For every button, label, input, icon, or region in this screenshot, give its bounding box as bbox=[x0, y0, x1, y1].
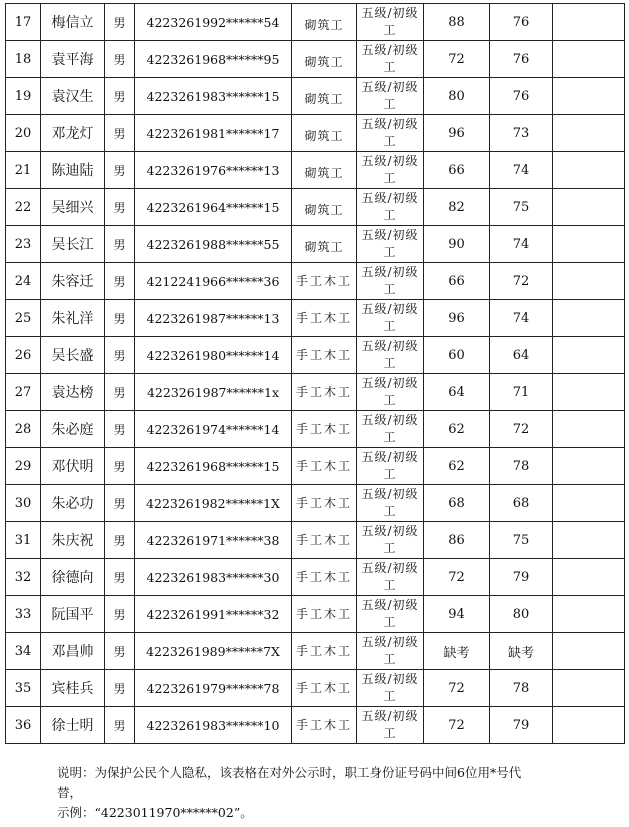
practical-score: 73 bbox=[490, 115, 553, 152]
table-row bbox=[6, 337, 625, 374]
practical-score: 75 bbox=[490, 522, 553, 559]
row-number: 28 bbox=[6, 411, 41, 448]
worker-level: 五级/初级工 bbox=[357, 633, 424, 670]
theory-score: 60 bbox=[424, 337, 490, 374]
worker-name: 邓昌帅 bbox=[41, 633, 105, 670]
worker-trade: 砌筑工 bbox=[292, 41, 357, 78]
worker-id-number: 4223261982******1X bbox=[135, 485, 292, 522]
table-row bbox=[6, 263, 625, 300]
theory-score: 90 bbox=[424, 226, 490, 263]
worker-level: 五级/初级工 bbox=[357, 670, 424, 707]
worker-trade: 手工木工 bbox=[292, 522, 357, 559]
theory-score: 72 bbox=[424, 707, 490, 744]
worker-level: 五级/初级工 bbox=[357, 300, 424, 337]
worker-sex: 男 bbox=[105, 41, 135, 78]
remarks-cell bbox=[553, 226, 625, 263]
worker-id-number: 4223261988******55 bbox=[135, 226, 292, 263]
practical-score: 68 bbox=[490, 485, 553, 522]
worker-name: 邓伏明 bbox=[41, 448, 105, 485]
worker-name: 梅信立 bbox=[41, 4, 105, 41]
worker-sex: 男 bbox=[105, 226, 135, 263]
roster-table bbox=[5, 3, 625, 744]
worker-id-number: 4223261989******7X bbox=[135, 633, 292, 670]
remarks-cell bbox=[553, 448, 625, 485]
worker-name: 徐士明 bbox=[41, 707, 105, 744]
worker-id-number: 4223261968******95 bbox=[135, 41, 292, 78]
worker-trade: 手工木工 bbox=[292, 411, 357, 448]
worker-level: 五级/初级工 bbox=[357, 189, 424, 226]
row-number: 31 bbox=[6, 522, 41, 559]
remarks-cell bbox=[553, 152, 625, 189]
worker-level: 五级/初级工 bbox=[357, 263, 424, 300]
worker-name: 朱庆祝 bbox=[41, 522, 105, 559]
worker-sex: 男 bbox=[105, 78, 135, 115]
remarks-cell bbox=[553, 41, 625, 78]
worker-level: 五级/初级工 bbox=[357, 522, 424, 559]
theory-score: 64 bbox=[424, 374, 490, 411]
notes-line-1: 说明：为保护公民个人隐私，该表格在对外公示时，职工身份证号码中间6位用*号代 bbox=[57, 765, 522, 780]
theory-score: 66 bbox=[424, 263, 490, 300]
worker-trade: 手工木工 bbox=[292, 707, 357, 744]
worker-sex: 男 bbox=[105, 448, 135, 485]
remarks-cell bbox=[553, 374, 625, 411]
worker-level: 五级/初级工 bbox=[357, 596, 424, 633]
theory-score: 94 bbox=[424, 596, 490, 633]
worker-name: 袁汉生 bbox=[41, 78, 105, 115]
worker-sex: 男 bbox=[105, 4, 135, 41]
worker-sex: 男 bbox=[105, 522, 135, 559]
table-row bbox=[6, 596, 625, 633]
worker-name: 袁平海 bbox=[41, 41, 105, 78]
worker-id-number: 4223261980******14 bbox=[135, 337, 292, 374]
worker-trade: 砌筑工 bbox=[292, 152, 357, 189]
theory-score: 62 bbox=[424, 448, 490, 485]
worker-id-number: 4212241966******36 bbox=[135, 263, 292, 300]
practical-score: 76 bbox=[490, 41, 553, 78]
worker-level: 五级/初级工 bbox=[357, 41, 424, 78]
worker-sex: 男 bbox=[105, 152, 135, 189]
theory-score: 82 bbox=[424, 189, 490, 226]
worker-sex: 男 bbox=[105, 633, 135, 670]
worker-trade: 手工木工 bbox=[292, 633, 357, 670]
row-number: 19 bbox=[6, 78, 41, 115]
remarks-cell bbox=[553, 485, 625, 522]
theory-score: 96 bbox=[424, 300, 490, 337]
worker-level: 五级/初级工 bbox=[357, 4, 424, 41]
row-number: 23 bbox=[6, 226, 41, 263]
worker-trade: 手工木工 bbox=[292, 300, 357, 337]
theory-score: 缺考 bbox=[424, 633, 490, 670]
worker-sex: 男 bbox=[105, 559, 135, 596]
remarks-cell bbox=[553, 300, 625, 337]
remarks-cell bbox=[553, 633, 625, 670]
worker-sex: 男 bbox=[105, 189, 135, 226]
row-number: 34 bbox=[6, 633, 41, 670]
remarks-cell bbox=[553, 337, 625, 374]
theory-score: 96 bbox=[424, 115, 490, 152]
practical-score: 71 bbox=[490, 374, 553, 411]
worker-name: 吴长盛 bbox=[41, 337, 105, 374]
practical-score: 79 bbox=[490, 707, 553, 744]
table-row bbox=[6, 374, 625, 411]
practical-score: 75 bbox=[490, 189, 553, 226]
worker-level: 五级/初级工 bbox=[357, 448, 424, 485]
worker-sex: 男 bbox=[105, 374, 135, 411]
worker-trade: 手工木工 bbox=[292, 263, 357, 300]
table-row bbox=[6, 411, 625, 448]
worker-level: 五级/初级工 bbox=[357, 485, 424, 522]
worker-id-number: 4223261974******14 bbox=[135, 411, 292, 448]
practical-score: 64 bbox=[490, 337, 553, 374]
table-row bbox=[6, 448, 625, 485]
worker-sex: 男 bbox=[105, 411, 135, 448]
practical-score: 78 bbox=[490, 448, 553, 485]
worker-sex: 男 bbox=[105, 485, 135, 522]
row-number: 22 bbox=[6, 189, 41, 226]
worker-level: 五级/初级工 bbox=[357, 152, 424, 189]
worker-trade: 砌筑工 bbox=[292, 189, 357, 226]
theory-score: 88 bbox=[424, 4, 490, 41]
worker-name: 陈迪陆 bbox=[41, 152, 105, 189]
row-number: 18 bbox=[6, 41, 41, 78]
worker-trade: 砌筑工 bbox=[292, 78, 357, 115]
row-number: 33 bbox=[6, 596, 41, 633]
worker-trade: 手工木工 bbox=[292, 374, 357, 411]
worker-name: 朱容迁 bbox=[41, 263, 105, 300]
worker-sex: 男 bbox=[105, 670, 135, 707]
table-row bbox=[6, 226, 625, 263]
remarks-cell bbox=[553, 4, 625, 41]
worker-id-number: 4223261976******13 bbox=[135, 152, 292, 189]
worker-level: 五级/初级工 bbox=[357, 226, 424, 263]
row-number: 24 bbox=[6, 263, 41, 300]
remarks-cell bbox=[553, 559, 625, 596]
row-number: 17 bbox=[6, 4, 41, 41]
worker-id-number: 4223261987******1x bbox=[135, 374, 292, 411]
worker-name: 袁达榜 bbox=[41, 374, 105, 411]
worker-trade: 手工木工 bbox=[292, 485, 357, 522]
worker-trade: 砌筑工 bbox=[292, 226, 357, 263]
notes bbox=[57, 763, 617, 823]
worker-id-number: 4223261971******38 bbox=[135, 522, 292, 559]
theory-score: 66 bbox=[424, 152, 490, 189]
worker-trade: 手工木工 bbox=[292, 337, 357, 374]
worker-id-number: 4223261987******13 bbox=[135, 300, 292, 337]
worker-id-number: 4223261992******54 bbox=[135, 4, 292, 41]
table-row bbox=[6, 633, 625, 670]
row-number: 27 bbox=[6, 374, 41, 411]
worker-sex: 男 bbox=[105, 596, 135, 633]
worker-name: 吴长江 bbox=[41, 226, 105, 263]
worker-id-number: 4223261983******15 bbox=[135, 78, 292, 115]
remarks-cell bbox=[553, 411, 625, 448]
theory-score: 80 bbox=[424, 78, 490, 115]
worker-level: 五级/初级工 bbox=[357, 707, 424, 744]
notes-line-3: 示例：“4223011970******02”。 bbox=[57, 805, 253, 820]
remarks-cell bbox=[553, 670, 625, 707]
worker-id-number: 4223261979******78 bbox=[135, 670, 292, 707]
practical-score: 80 bbox=[490, 596, 553, 633]
row-number: 35 bbox=[6, 670, 41, 707]
table-row bbox=[6, 152, 625, 189]
worker-trade: 手工木工 bbox=[292, 670, 357, 707]
remarks-cell bbox=[553, 78, 625, 115]
worker-trade: 砌筑工 bbox=[292, 115, 357, 152]
worker-level: 五级/初级工 bbox=[357, 411, 424, 448]
worker-id-number: 4223261991******32 bbox=[135, 596, 292, 633]
worker-id-number: 4223261968******15 bbox=[135, 448, 292, 485]
table-row bbox=[6, 78, 625, 115]
practical-score: 72 bbox=[490, 411, 553, 448]
practical-score: 76 bbox=[490, 78, 553, 115]
remarks-cell bbox=[553, 189, 625, 226]
practical-score: 缺考 bbox=[490, 633, 553, 670]
worker-name: 朱礼洋 bbox=[41, 300, 105, 337]
worker-level: 五级/初级工 bbox=[357, 374, 424, 411]
worker-level: 五级/初级工 bbox=[357, 115, 424, 152]
theory-score: 86 bbox=[424, 522, 490, 559]
theory-score: 72 bbox=[424, 670, 490, 707]
table-row bbox=[6, 41, 625, 78]
practical-score: 78 bbox=[490, 670, 553, 707]
worker-trade: 手工木工 bbox=[292, 448, 357, 485]
worker-level: 五级/初级工 bbox=[357, 337, 424, 374]
row-number: 30 bbox=[6, 485, 41, 522]
worker-trade: 手工木工 bbox=[292, 559, 357, 596]
remarks-cell bbox=[553, 707, 625, 744]
practical-score: 79 bbox=[490, 559, 553, 596]
worker-name: 吴细兴 bbox=[41, 189, 105, 226]
worker-name: 阮国平 bbox=[41, 596, 105, 633]
worker-level: 五级/初级工 bbox=[357, 559, 424, 596]
table-row bbox=[6, 300, 625, 337]
worker-level: 五级/初级工 bbox=[357, 78, 424, 115]
worker-name: 宾桂兵 bbox=[41, 670, 105, 707]
worker-sex: 男 bbox=[105, 337, 135, 374]
worker-sex: 男 bbox=[105, 300, 135, 337]
theory-score: 62 bbox=[424, 411, 490, 448]
table-row bbox=[6, 4, 625, 41]
row-number: 25 bbox=[6, 300, 41, 337]
worker-id-number: 4223261983******30 bbox=[135, 559, 292, 596]
worker-trade: 砌筑工 bbox=[292, 4, 357, 41]
worker-name: 朱必庭 bbox=[41, 411, 105, 448]
table-row bbox=[6, 522, 625, 559]
notes-line-2: 替， bbox=[57, 785, 83, 800]
worker-sex: 男 bbox=[105, 115, 135, 152]
practical-score: 74 bbox=[490, 152, 553, 189]
practical-score: 76 bbox=[490, 4, 553, 41]
row-number: 20 bbox=[6, 115, 41, 152]
row-number: 21 bbox=[6, 152, 41, 189]
remarks-cell bbox=[553, 263, 625, 300]
roster-body bbox=[6, 4, 625, 744]
worker-name: 徐德向 bbox=[41, 559, 105, 596]
row-number: 29 bbox=[6, 448, 41, 485]
practical-score: 74 bbox=[490, 226, 553, 263]
table-row bbox=[6, 670, 625, 707]
worker-id-number: 4223261964******15 bbox=[135, 189, 292, 226]
theory-score: 68 bbox=[424, 485, 490, 522]
worker-id-number: 4223261983******10 bbox=[135, 707, 292, 744]
theory-score: 72 bbox=[424, 41, 490, 78]
worker-name: 朱必功 bbox=[41, 485, 105, 522]
remarks-cell bbox=[553, 522, 625, 559]
remarks-cell bbox=[553, 596, 625, 633]
worker-name: 邓龙灯 bbox=[41, 115, 105, 152]
theory-score: 72 bbox=[424, 559, 490, 596]
table-row bbox=[6, 115, 625, 152]
practical-score: 72 bbox=[490, 263, 553, 300]
remarks-cell bbox=[553, 115, 625, 152]
worker-id-number: 4223261981******17 bbox=[135, 115, 292, 152]
table-row bbox=[6, 189, 625, 226]
table-row bbox=[6, 559, 625, 596]
worker-trade: 手工木工 bbox=[292, 596, 357, 633]
practical-score: 74 bbox=[490, 300, 553, 337]
row-number: 26 bbox=[6, 337, 41, 374]
table-row bbox=[6, 485, 625, 522]
row-number: 36 bbox=[6, 707, 41, 744]
worker-sex: 男 bbox=[105, 263, 135, 300]
row-number: 32 bbox=[6, 559, 41, 596]
worker-sex: 男 bbox=[105, 707, 135, 744]
table-row bbox=[6, 707, 625, 744]
